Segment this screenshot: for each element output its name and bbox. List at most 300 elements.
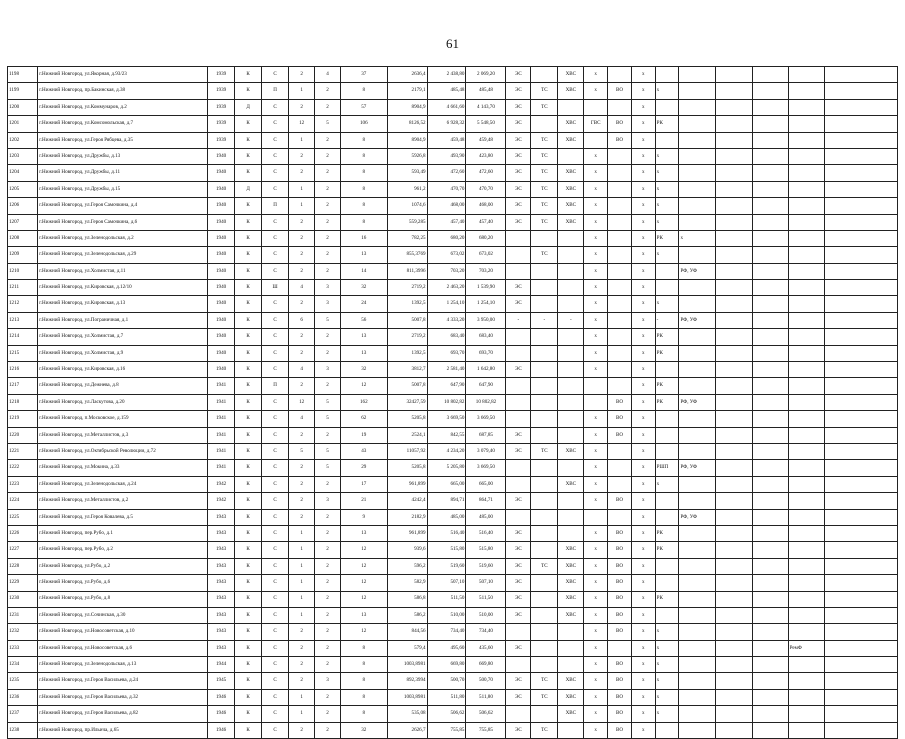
table-cell: 1943: [208, 575, 235, 591]
table-cell: [679, 247, 716, 263]
table-cell: С: [262, 345, 289, 361]
table-cell: [788, 198, 825, 214]
table-cell: ЭС: [506, 116, 531, 132]
table-cell: [506, 657, 531, 673]
table-cell: [655, 509, 679, 525]
table-cell: 12: [341, 624, 388, 640]
table-cell: 1 254,10: [466, 296, 506, 312]
table-row: [8, 657, 898, 673]
table-cell: ВО: [608, 689, 632, 705]
table-cell: 2: [315, 722, 341, 738]
table-cell: ХВС: [558, 591, 584, 607]
table-cell: 511,50: [466, 591, 506, 607]
table-cell: [752, 443, 788, 459]
table-cell: 162: [341, 394, 388, 410]
table-cell: 2: [315, 329, 341, 345]
table-cell: [716, 230, 753, 246]
table-cell: 5: [315, 411, 341, 427]
table-cell: [608, 509, 632, 525]
table-cell: РК: [655, 542, 679, 558]
table-cell: ЭС: [506, 132, 531, 148]
table-row: [8, 148, 898, 164]
table-cell: 1943: [208, 525, 235, 541]
table-cell: [608, 329, 632, 345]
table-cell: [608, 476, 632, 492]
table-cell: [655, 411, 679, 427]
table-cell: 1939: [208, 99, 235, 115]
table-cell: ВО: [608, 624, 632, 640]
table-cell: 459,48: [427, 132, 466, 148]
table-cell: 5: [315, 460, 341, 476]
table-cell: х: [584, 607, 608, 623]
table-cell: х: [584, 460, 608, 476]
table-cell: 3: [315, 493, 341, 509]
table-cell: г.Нижний Новгород, ул.Рубо, д.2: [38, 558, 208, 574]
table-cell: 2: [289, 722, 315, 738]
table-cell: 516,40: [427, 525, 466, 541]
table-cell: РШП: [655, 460, 679, 476]
table-cell: [584, 378, 608, 394]
table-cell: х: [631, 706, 655, 722]
table-cell: [788, 657, 825, 673]
table-cell: 485,00: [427, 509, 466, 525]
table-cell: 1227: [8, 542, 38, 558]
table-cell: 2636,4: [387, 67, 427, 83]
table-cell: х: [584, 443, 608, 459]
table-cell: [506, 624, 531, 640]
table-cell: К: [235, 558, 262, 574]
table-cell: [716, 148, 753, 164]
table-cell: [531, 657, 558, 673]
table-cell: [679, 558, 716, 574]
table-cell: х: [584, 657, 608, 673]
table-cell: [752, 263, 788, 279]
table-cell: 673,02: [466, 247, 506, 263]
table-cell: 1939: [208, 132, 235, 148]
table-cell: 755,85: [466, 722, 506, 738]
table-row: [8, 607, 898, 623]
table-cell: х: [631, 394, 655, 410]
table-cell: г.Нижний Новгород, ул.Зеленодольская, д.29: [38, 247, 208, 263]
table-cell: 2: [315, 263, 341, 279]
table-cell: С: [262, 263, 289, 279]
table-cell: [584, 509, 608, 525]
table-cell: 755,85: [427, 722, 466, 738]
table-cell: [788, 312, 825, 328]
table-cell: [788, 378, 825, 394]
table-cell: 596,2: [387, 558, 427, 574]
table-cell: РК: [655, 591, 679, 607]
table-cell: [558, 411, 584, 427]
table-cell: 2: [315, 198, 341, 214]
table-cell: [531, 67, 558, 83]
table-cell: 1943: [208, 624, 235, 640]
table-cell: 12: [341, 558, 388, 574]
table-cell: 2: [315, 558, 341, 574]
table-cell: х: [584, 296, 608, 312]
table-cell: [716, 542, 753, 558]
table-cell: ЭС: [506, 722, 531, 738]
table-cell: [752, 673, 788, 689]
table-cell: г.Нижний Новгород, ул.Дружбы, д.13: [38, 148, 208, 164]
table-cell: 2: [315, 83, 341, 99]
table-cell: 1200: [8, 99, 38, 115]
table-cell: 1941: [208, 427, 235, 443]
table-cell: [608, 296, 632, 312]
table-cell: [752, 542, 788, 558]
table-cell: 1225: [8, 509, 38, 525]
table-cell: 5 548,50: [466, 116, 506, 132]
table-cell: П: [262, 198, 289, 214]
table-cell: [788, 181, 825, 197]
table-cell: 1940: [208, 362, 235, 378]
table-row: [8, 542, 898, 558]
table-cell: [506, 509, 531, 525]
table-cell: С: [262, 427, 289, 443]
table-cell: [506, 394, 531, 410]
table-cell: г.Нижний Новгород, ул.Героя Рябцева, д.35: [38, 132, 208, 148]
table-cell: 939,6: [387, 542, 427, 558]
table-cell: х: [679, 230, 716, 246]
table-row: [8, 460, 898, 476]
table-cell: х: [631, 558, 655, 574]
table-cell: [716, 312, 753, 328]
table-cell: [752, 575, 788, 591]
table-cell: К: [235, 312, 262, 328]
table-cell: [825, 165, 898, 181]
table-cell: 1946: [208, 706, 235, 722]
table-cell: г.Нижний Новгород, пер.Рубо, д.1: [38, 525, 208, 541]
table-cell: 1203: [8, 148, 38, 164]
table-cell: 1213: [8, 312, 38, 328]
table-cell: [506, 460, 531, 476]
table-row: [8, 591, 898, 607]
table-cell: [655, 362, 679, 378]
table-cell: 734,40: [466, 624, 506, 640]
table-cell: 8904,9: [387, 132, 427, 148]
table-cell: [679, 83, 716, 99]
table-cell: г.Нижний Новгород, пер.Рубо, д.2: [38, 542, 208, 558]
table-cell: К: [235, 706, 262, 722]
table-row: [8, 509, 898, 525]
table-cell: [825, 427, 898, 443]
table-cell: [825, 181, 898, 197]
table-cell: 1941: [208, 394, 235, 410]
table-cell: К: [235, 575, 262, 591]
table-cell: 2: [289, 148, 315, 164]
table-cell: [608, 67, 632, 83]
table-row: [8, 394, 898, 410]
table-cell: 2 581,40: [427, 362, 466, 378]
table-cell: [752, 312, 788, 328]
table-cell: 2: [315, 132, 341, 148]
table-cell: К: [235, 443, 262, 459]
table-cell: [716, 476, 753, 492]
table-cell: [825, 558, 898, 574]
table-cell: [788, 411, 825, 427]
table-cell: ЭС: [506, 493, 531, 509]
table-cell: РемФ: [788, 640, 825, 656]
table-cell: [752, 148, 788, 164]
table-cell: [788, 575, 825, 591]
table-cell: [752, 493, 788, 509]
table-cell: 519,60: [466, 558, 506, 574]
table-cell: 1003,8981: [387, 657, 427, 673]
table-cell: [825, 542, 898, 558]
table-cell: 32427,59: [387, 394, 427, 410]
table-cell: 1212: [8, 296, 38, 312]
table-row: [8, 624, 898, 640]
table-cell: [558, 460, 584, 476]
table-cell: С: [262, 657, 289, 673]
table-cell: 2: [315, 99, 341, 115]
table-cell: 665,00: [427, 476, 466, 492]
table-cell: [716, 198, 753, 214]
table-cell: 37: [341, 67, 388, 83]
table-cell: -: [506, 312, 531, 328]
table-cell: 1940: [208, 230, 235, 246]
table-cell: 2182,9: [387, 509, 427, 525]
table-cell: 1237: [8, 706, 38, 722]
table-cell: [716, 525, 753, 541]
table-cell: 1: [289, 575, 315, 591]
table-cell: х: [631, 116, 655, 132]
table-cell: х: [584, 558, 608, 574]
table-cell: 2: [315, 640, 341, 656]
table-cell: х: [655, 657, 679, 673]
table-cell: [531, 493, 558, 509]
table-cell: К: [235, 280, 262, 296]
table-cell: [788, 230, 825, 246]
table-cell: 2: [289, 329, 315, 345]
table-cell: ВО: [608, 542, 632, 558]
table-cell: г.Нижний Новгород, ул.Октябрьской Революции, д.72: [38, 443, 208, 459]
table-cell: 1204: [8, 165, 38, 181]
table-cell: [531, 296, 558, 312]
table-cell: х: [631, 640, 655, 656]
table-cell: ТС: [531, 214, 558, 230]
table-cell: 2: [289, 230, 315, 246]
table-cell: [558, 263, 584, 279]
table-cell: х: [655, 296, 679, 312]
table-cell: [788, 493, 825, 509]
table-cell: [655, 263, 679, 279]
table-cell: К: [235, 67, 262, 83]
table-cell: 894,71: [427, 493, 466, 509]
table-cell: [752, 640, 788, 656]
table-cell: 1: [289, 558, 315, 574]
table-cell: х: [631, 427, 655, 443]
table-cell: Д: [235, 181, 262, 197]
table-cell: [825, 722, 898, 738]
table-row: [8, 378, 898, 394]
table-cell: 2: [315, 427, 341, 443]
table-cell: [825, 591, 898, 607]
table-cell: г.Нижний Новгород, ул.Комсомольская, д.7: [38, 116, 208, 132]
table-cell: х: [584, 214, 608, 230]
table-cell: х: [584, 230, 608, 246]
table-cell: 680,20: [466, 230, 506, 246]
table-cell: 4: [289, 362, 315, 378]
table-cell: ХВС: [558, 575, 584, 591]
table-cell: С: [262, 575, 289, 591]
table-cell: [788, 329, 825, 345]
table-cell: [825, 607, 898, 623]
table-cell: РК: [655, 116, 679, 132]
table-row: [8, 640, 898, 656]
table-cell: [608, 99, 632, 115]
table-cell: 1942: [208, 476, 235, 492]
table-cell: [825, 624, 898, 640]
table-cell: [788, 296, 825, 312]
table-cell: г.Нижний Новгород, ул.Сочинская, д.30: [38, 607, 208, 623]
table-cell: [558, 525, 584, 541]
table-cell: 844,56: [387, 624, 427, 640]
table-cell: х: [631, 722, 655, 738]
table-cell: г.Нижний Новгород, ул.Дежнева, д.8: [38, 378, 208, 394]
table-cell: [788, 591, 825, 607]
table-cell: 19: [341, 427, 388, 443]
table-cell: [655, 427, 679, 443]
table-cell: 2: [315, 476, 341, 492]
table-cell: [825, 443, 898, 459]
table-cell: 1206: [8, 198, 38, 214]
table-cell: 1940: [208, 247, 235, 263]
table-cell: 510,00: [427, 607, 466, 623]
table-cell: РФ, УФ: [679, 460, 716, 476]
table-cell: ЭС: [506, 673, 531, 689]
table-cell: [788, 443, 825, 459]
table-row: [8, 312, 898, 328]
table-cell: х: [584, 148, 608, 164]
table-cell: [825, 198, 898, 214]
table-cell: г.Нижний Новгород, ул.Героя Самочкина, д.4: [38, 198, 208, 214]
table-cell: -: [655, 312, 679, 328]
table-cell: 2: [315, 165, 341, 181]
table-cell: [716, 640, 753, 656]
table-cell: [752, 722, 788, 738]
table-cell: х: [584, 345, 608, 361]
table-cell: 8: [341, 83, 388, 99]
table-cell: [716, 657, 753, 673]
table-row: [8, 427, 898, 443]
table-row: [8, 116, 898, 132]
table-cell: С: [262, 443, 289, 459]
table-cell: [788, 247, 825, 263]
table-cell: С: [262, 247, 289, 263]
table-cell: г.Нижний Новгород, ул.Холмистая, д.11: [38, 263, 208, 279]
table-cell: [716, 673, 753, 689]
table-cell: [752, 509, 788, 525]
table-cell: [716, 214, 753, 230]
table-cell: [506, 329, 531, 345]
table-cell: С: [262, 67, 289, 83]
table-cell: 5926,8: [387, 148, 427, 164]
table-cell: РК: [655, 230, 679, 246]
table-cell: х: [631, 542, 655, 558]
table-cell: 680,20: [427, 230, 466, 246]
table-cell: РК: [655, 345, 679, 361]
table-cell: ВО: [608, 493, 632, 509]
table-cell: [608, 345, 632, 361]
table-cell: ЭС: [506, 558, 531, 574]
table-cell: 1941: [208, 378, 235, 394]
table-cell: [825, 67, 898, 83]
table-cell: х: [655, 706, 679, 722]
table-cell: 511,50: [427, 591, 466, 607]
table-cell: 1214: [8, 329, 38, 345]
table-cell: К: [235, 657, 262, 673]
table-cell: 3 950,00: [466, 312, 506, 328]
table-cell: 2: [289, 427, 315, 443]
table-cell: [716, 247, 753, 263]
table-cell: [679, 378, 716, 394]
table-cell: х: [584, 198, 608, 214]
table-cell: [825, 394, 898, 410]
table-cell: 106: [341, 116, 388, 132]
table-cell: К: [235, 263, 262, 279]
table-cell: [825, 575, 898, 591]
table-cell: г.Нижний Новгород, ул.Кировская, д.12/10: [38, 280, 208, 296]
table-cell: С: [262, 689, 289, 705]
table-cell: 1939: [208, 67, 235, 83]
table-cell: 8: [341, 640, 388, 656]
table-cell: х: [584, 329, 608, 345]
table-cell: [752, 99, 788, 115]
table-cell: х: [584, 640, 608, 656]
table-cell: 1209: [8, 247, 38, 263]
table-cell: х: [631, 624, 655, 640]
table-cell: ХВС: [558, 198, 584, 214]
table-cell: 2: [289, 460, 315, 476]
table-cell: х: [584, 280, 608, 296]
table-row: [8, 230, 898, 246]
table-cell: 8: [341, 165, 388, 181]
table-cell: 1232: [8, 624, 38, 640]
table-cell: [825, 132, 898, 148]
table-cell: С: [262, 165, 289, 181]
table-cell: С: [262, 394, 289, 410]
table-cell: [531, 509, 558, 525]
table-cell: ТС: [531, 443, 558, 459]
table-cell: [825, 476, 898, 492]
table-cell: 1233: [8, 640, 38, 656]
table-cell: х: [584, 411, 608, 427]
table-cell: ХВС: [558, 689, 584, 705]
table-cell: [506, 476, 531, 492]
table-cell: К: [235, 83, 262, 99]
table-cell: РК: [655, 525, 679, 541]
table-cell: 12: [341, 591, 388, 607]
table-cell: [716, 83, 753, 99]
table-cell: 4 143,70: [466, 99, 506, 115]
table-cell: ТС: [531, 99, 558, 115]
table-cell: РФ, УФ: [679, 394, 716, 410]
table-cell: [531, 706, 558, 722]
table-cell: [679, 443, 716, 459]
table-cell: 4: [315, 67, 341, 83]
table-cell: х: [584, 624, 608, 640]
table-cell: [531, 476, 558, 492]
table-cell: 2: [289, 165, 315, 181]
table-cell: 2: [289, 345, 315, 361]
table-cell: 2: [289, 673, 315, 689]
table-cell: х: [631, 198, 655, 214]
table-cell: С: [262, 607, 289, 623]
table-cell: 500,70: [466, 673, 506, 689]
table-cell: [825, 214, 898, 230]
table-cell: [679, 591, 716, 607]
